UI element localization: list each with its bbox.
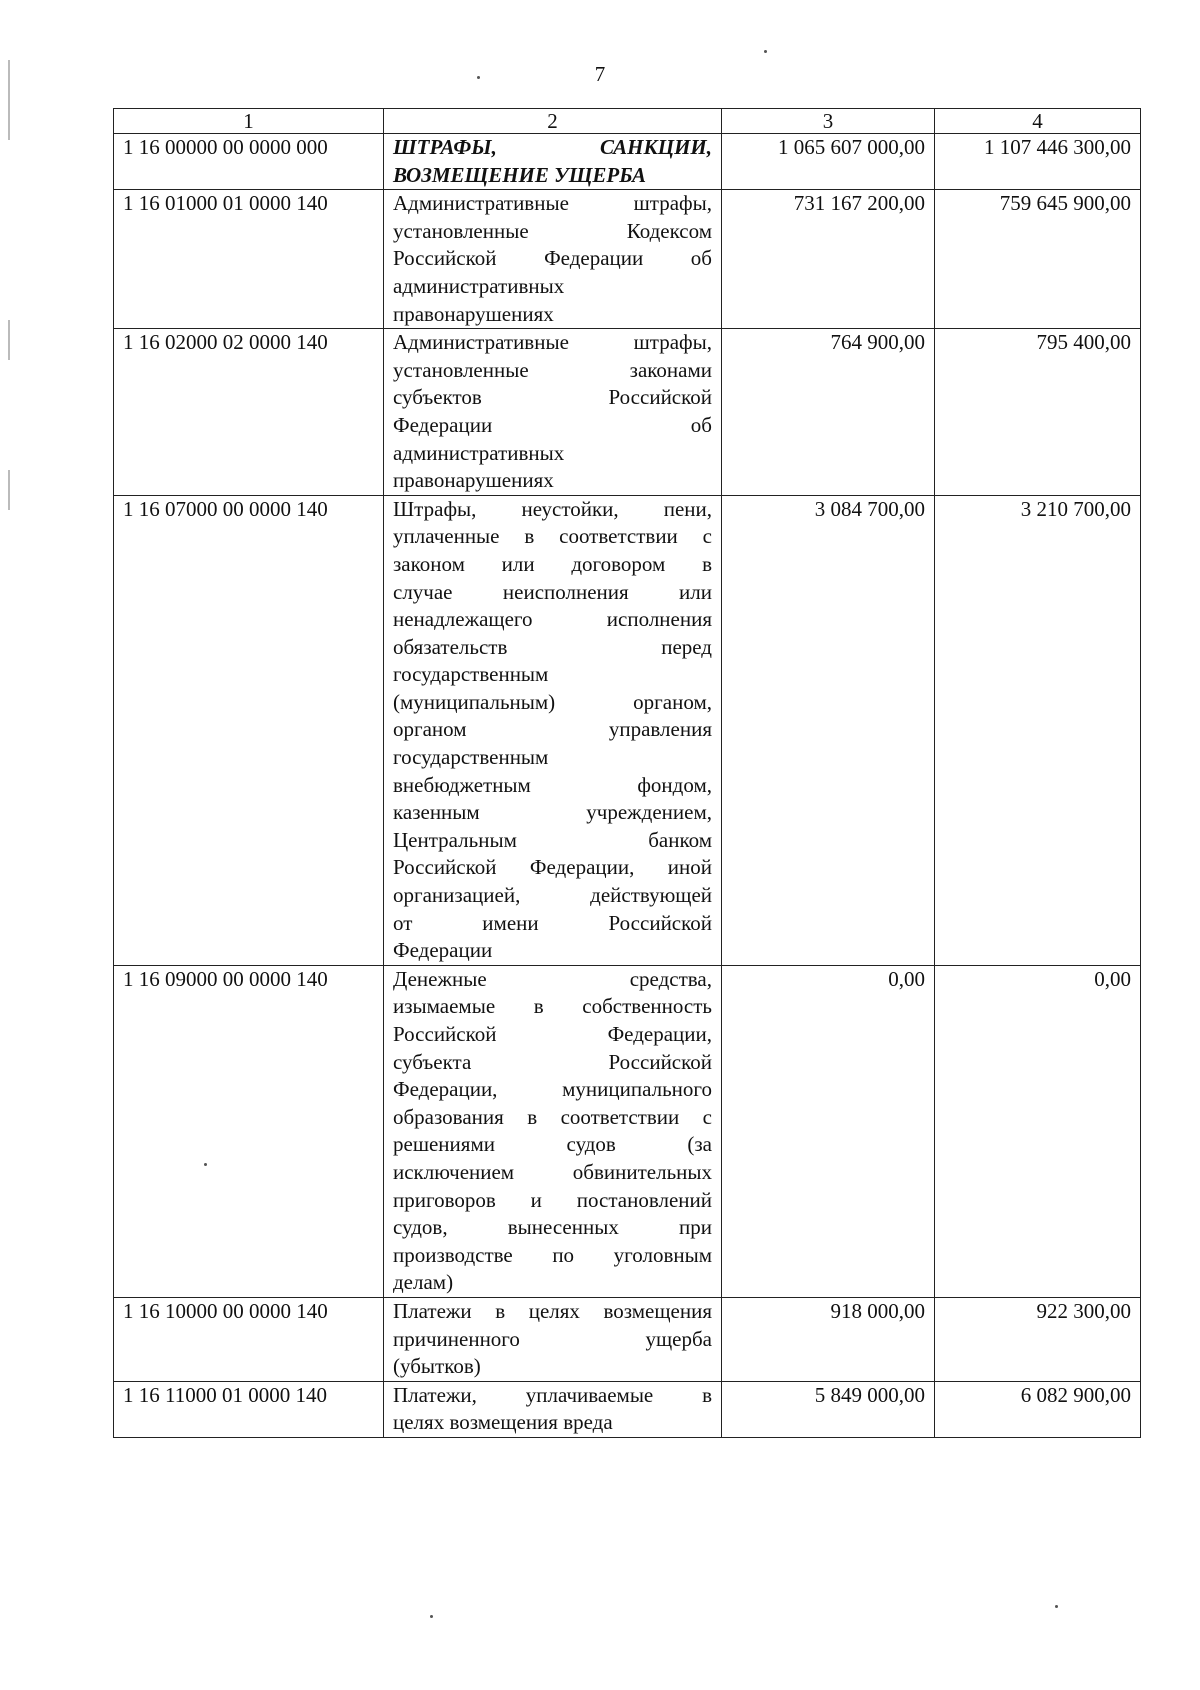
revenue-name-line: обязательств перед: [393, 634, 712, 659]
revenue-name-line: (убытков): [393, 1354, 481, 1379]
revenue-name-line: делам): [393, 1270, 454, 1295]
header-cell-2: 2: [384, 109, 722, 134]
revenue-name-line: решениями судов (за: [393, 1132, 712, 1157]
amount-col3-cell: 731 167 200,00: [722, 190, 935, 329]
scan-speck: [477, 76, 480, 79]
revenue-name-line: случае неисполнения или: [393, 579, 712, 604]
amount-col4-cell: 1 107 446 300,00: [935, 134, 1141, 190]
table-row: [114, 190, 1141, 329]
revenue-name-line: причиненного ущерба: [393, 1326, 712, 1351]
revenue-name-line: (муниципальным) органом,: [393, 689, 712, 714]
revenue-name-line: Центральным банком: [393, 827, 712, 852]
revenue-name-cell: [384, 965, 722, 1297]
revenue-name-line: Административные штрафы,: [393, 330, 712, 355]
revenue-name-line: изымаемые в собственность: [393, 994, 712, 1019]
amount-col4-cell: 759 645 900,00: [935, 190, 1141, 329]
table-body: [114, 134, 1141, 1438]
amount-col4-cell: 795 400,00: [935, 329, 1141, 496]
revenue-name-line: казенным учреждением,: [393, 800, 712, 825]
revenue-name-line: Российской Федерации, иной: [393, 855, 712, 880]
revenue-name-cell: [384, 495, 722, 965]
revenue-name-line: субъектов Российской: [393, 385, 712, 410]
revenue-name-line: целях возмещения вреда: [393, 1410, 613, 1435]
scan-speck: [1055, 1605, 1058, 1608]
amount-col3-cell: 1 065 607 000,00: [722, 134, 935, 190]
revenue-name-line: производстве по уголовным: [393, 1242, 712, 1267]
revenue-name-line: приговоров и постановлений: [393, 1187, 712, 1212]
amount-col4-cell: 0,00: [935, 965, 1141, 1297]
amount-col3-cell: 3 084 700,00: [722, 495, 935, 965]
scan-speck: [764, 50, 767, 53]
scan-speck: [430, 1615, 433, 1618]
revenue-name-line: исключением обвинительных: [393, 1159, 712, 1184]
revenue-name-line: Федерации: [393, 938, 493, 963]
revenue-name-line: Российской Федерации об: [393, 246, 712, 271]
table-header-row: [114, 109, 1141, 134]
table-row: [114, 495, 1141, 965]
revenue-table: [113, 108, 1141, 1438]
scan-edge-mark: [8, 470, 10, 510]
revenue-name-line: ВОЗМЕЩЕНИЕ УЩЕРБА: [393, 162, 647, 187]
revenue-name-line: от имени Российской: [393, 910, 712, 935]
scan-edge-mark: [8, 60, 10, 140]
revenue-name-cell: [384, 134, 722, 190]
revenue-name-line: установленные Кодексом: [393, 218, 712, 243]
revenue-name-line: ненадлежащего исполнения: [393, 607, 712, 632]
revenue-name-line: государственным: [393, 745, 549, 770]
amount-col3-cell: 5 849 000,00: [722, 1381, 935, 1437]
budget-code-cell: 1 16 02000 02 0000 140: [114, 329, 384, 496]
table-row: [114, 1297, 1141, 1381]
revenue-name-line: Административные штрафы,: [393, 191, 712, 216]
revenue-name-line: Штрафы, неустойки, пени,: [393, 496, 712, 521]
revenue-name-line: органом управления: [393, 717, 712, 742]
revenue-name-cell: [384, 1297, 722, 1381]
amount-col3-cell: 0,00: [722, 965, 935, 1297]
revenue-name-cell: [384, 329, 722, 496]
scan-edge-mark: [8, 320, 10, 360]
revenue-name-line: Платежи в целях возмещения: [393, 1298, 712, 1323]
revenue-name-line: судов, вынесенных при: [393, 1215, 712, 1240]
amount-col3-cell: 918 000,00: [722, 1297, 935, 1381]
amount-col4-cell: 6 082 900,00: [935, 1381, 1141, 1437]
revenue-name-line: образования в соответствии с: [393, 1104, 712, 1129]
table-row: [114, 134, 1141, 190]
revenue-name-line: ШТРАФЫ, САНКЦИИ,: [393, 135, 712, 159]
revenue-name-line: Федерации, муниципального: [393, 1077, 712, 1102]
header-cell-3: 3: [722, 109, 935, 134]
amount-col4-cell: 922 300,00: [935, 1297, 1141, 1381]
budget-code-cell: 1 16 09000 00 0000 140: [114, 965, 384, 1297]
revenue-name-line: Федерации об: [393, 412, 712, 437]
header-cell-4: 4: [935, 109, 1141, 134]
revenue-name-line: организацией, действующей: [393, 883, 712, 908]
table-row: [114, 329, 1141, 496]
revenue-name-line: правонарушениях: [393, 301, 554, 326]
revenue-name-cell: [384, 190, 722, 329]
budget-code-cell: 1 16 01000 01 0000 140: [114, 190, 384, 329]
page-number: 7: [594, 62, 606, 86]
header-cell-1: 1: [114, 109, 384, 134]
budget-code-cell: 1 16 11000 01 0000 140: [114, 1381, 384, 1437]
revenue-name-line: законом или договором в: [393, 551, 712, 576]
revenue-name-line: государственным: [393, 662, 549, 687]
revenue-name-line: Денежные средства,: [393, 966, 712, 991]
table-row: [114, 965, 1141, 1297]
revenue-name-line: административных: [393, 273, 565, 298]
budget-code-cell: 1 16 07000 00 0000 140: [114, 495, 384, 965]
revenue-name-line: уплаченные в соответствии с: [393, 524, 712, 549]
revenue-name-line: Российской Федерации,: [393, 1022, 712, 1046]
revenue-name-line: внебюджетным фондом,: [393, 772, 712, 797]
amount-col4-cell: 3 210 700,00: [935, 495, 1141, 965]
revenue-name-line: установленные законами: [393, 357, 712, 382]
revenue-name-line: Платежи, уплачиваемые в: [393, 1382, 712, 1407]
budget-code-cell: 1 16 10000 00 0000 140: [114, 1297, 384, 1381]
amount-col3-cell: 764 900,00: [722, 329, 935, 496]
revenue-name-line: субъекта Российской: [393, 1049, 712, 1074]
revenue-name-cell: [384, 1381, 722, 1437]
budget-code-cell: 1 16 00000 00 0000 000: [114, 134, 384, 190]
revenue-name-line: административных: [393, 440, 565, 465]
table-row: [114, 1381, 1141, 1437]
revenue-name-line: правонарушениях: [393, 468, 554, 493]
